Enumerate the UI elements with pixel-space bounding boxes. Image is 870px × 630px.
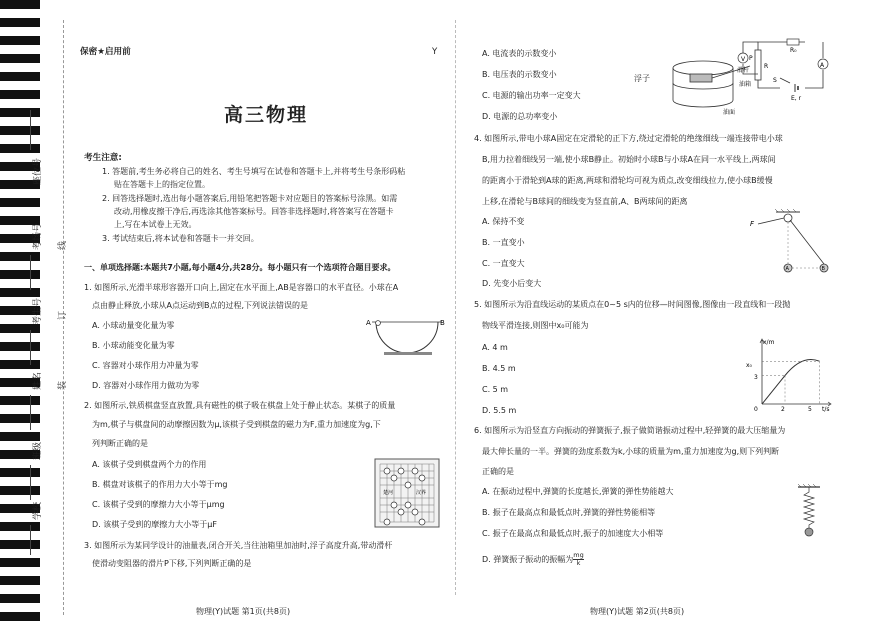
force-label: F bbox=[750, 220, 755, 228]
notice-line: 2. 回答选择题时,选出每小题答案后,用铅笔把答题卡对应题目的答案标号涂黑。如需 bbox=[102, 194, 398, 203]
pulley-figure bbox=[748, 208, 836, 274]
q3-option-c[interactable]: C. 电源的输出功率一定变大 bbox=[482, 91, 581, 100]
y-axis-label: x/m bbox=[763, 339, 775, 346]
ball-b-label: B bbox=[821, 266, 825, 272]
r0-label: R₀ bbox=[790, 47, 797, 54]
binding-field-seat: 座位号 bbox=[33, 157, 43, 185]
q5-option-c[interactable]: C. 5 m bbox=[482, 385, 509, 394]
page-divider bbox=[455, 20, 456, 595]
q2-option-d[interactable]: D. 该棋子受到的摩擦力大小等于μF bbox=[92, 520, 217, 529]
binding-field-class: 班级 bbox=[33, 441, 43, 460]
q4-option-c[interactable]: C. 一直变大 bbox=[482, 259, 525, 268]
q2-stem: 列判断正确的是 bbox=[92, 439, 148, 448]
notice-line: 上,写在本试卷上无效。 bbox=[114, 220, 197, 229]
seal-word: 装 bbox=[58, 380, 68, 390]
q5-option-d[interactable]: D. 5.5 m bbox=[482, 406, 517, 415]
q4-stem: 的距离小于滑轮到A球的距离,两球和滑轮均可视为质点,改变细线拉力,使小球B缓慢 bbox=[482, 176, 773, 185]
notice-line: 3. 考试结束后,将本试卷和答题卡一并交回。 bbox=[102, 234, 259, 243]
q2-stem: 2. 如图所示,铁质棋盘竖直放置,具有磁性的棋子吸在棋盘上处于静止状态。某棋子的质量 bbox=[84, 401, 396, 410]
line-segment bbox=[762, 376, 785, 405]
voltmeter-label: V bbox=[741, 56, 746, 63]
q3-option-a[interactable]: A. 电流表的示数变小 bbox=[482, 49, 557, 58]
q6-option-c[interactable]: C. 振子在最高点和最低点时,振子的加速度大小相等 bbox=[482, 529, 664, 538]
binding-blank bbox=[30, 330, 31, 365]
xt-graph bbox=[742, 336, 834, 418]
binding-blank bbox=[30, 395, 31, 430]
board-label: 楚河 bbox=[383, 490, 394, 496]
q2-stem: 为m,棋子与棋盘间的动摩擦因数为μ,该棋子受到棋盘的磁力为F,重力加速度为g,下 bbox=[92, 420, 381, 429]
notice-line: 贴在答题卡上的指定位置。 bbox=[114, 180, 210, 189]
board-label: 汉界 bbox=[416, 490, 427, 496]
q4-stem: B,用力拉着细线另一端,使小球B静止。初始时小球B与小球A在同一水平线上,两球间 bbox=[482, 155, 776, 164]
parabola-segment bbox=[785, 359, 820, 375]
q6-stem: 6. 如图所示为沿竖直方向振动的弹簧振子,振子做简谐振动过程中,轻弹簧的最大压缩量为 bbox=[474, 426, 786, 435]
q6-option-d-text: D. 弹簧振子振动的振幅为 bbox=[482, 555, 574, 564]
point-b-label: B bbox=[440, 319, 445, 327]
q4-stem: 4. 如图所示,带电小球A固定在定滑轮的正下方,绕过定滑轮的绝缘细线一端连接带电小球 bbox=[474, 134, 783, 143]
hemisphere-figure bbox=[364, 314, 446, 360]
q3-option-b[interactable]: B. 电压表的示数变小 bbox=[482, 70, 557, 79]
binding-blank bbox=[30, 255, 31, 290]
float-label: 浮子 bbox=[634, 74, 650, 83]
binding-field-id: 考生号 bbox=[33, 297, 43, 325]
notice-heading: 考生注意: bbox=[84, 153, 122, 163]
q6-stem: 最大伸长量的一半。弹簧的劲度系数为k,小球的质量为m,重力加速度为g,则下列判断 bbox=[482, 447, 780, 456]
q1-option-d[interactable]: D. 容器对小球作用力做功为零 bbox=[92, 381, 200, 390]
binding-blank bbox=[30, 465, 31, 500]
binding-field-room: 考场号 bbox=[33, 222, 43, 250]
y-tick-label: 3 bbox=[754, 374, 758, 381]
q5-stem: 物线平滑连接,则图中x₀可能为 bbox=[482, 321, 589, 330]
q6-option-b[interactable]: B. 振子在最高点和最低点时,弹簧的弹性势能相等 bbox=[482, 508, 656, 517]
binding-field-name: 姓名 bbox=[33, 371, 43, 390]
binding-field-school: 学校 bbox=[33, 501, 43, 520]
q4-option-b[interactable]: B. 一直变小 bbox=[482, 238, 525, 247]
exam-title: 高三物理 bbox=[224, 104, 309, 126]
origin-label: 0 bbox=[754, 406, 758, 413]
q1-option-b[interactable]: B. 小球动能变化量为零 bbox=[92, 341, 175, 350]
switch-label: S bbox=[773, 77, 777, 84]
q6-option-d[interactable] bbox=[482, 552, 584, 567]
x-tick-label: 5 bbox=[808, 406, 812, 413]
rod-label: 滑杆 bbox=[737, 67, 750, 74]
ball-a-label: A bbox=[785, 266, 789, 272]
rheostat-label: R bbox=[764, 63, 769, 70]
q4-option-d[interactable]: D. 先变小后变大 bbox=[482, 279, 542, 288]
point-a-label: A bbox=[366, 319, 371, 327]
q1-option-c[interactable]: C. 容器对小球作用力冲量为零 bbox=[92, 361, 199, 370]
notice-line: 1. 答题前,考生务必将自己的姓名、考生号填写在试卷和答题卡上,并将考生号条形码粘 bbox=[102, 167, 406, 176]
q3-stem: 使滑动变阻器的滑片P下移,下列判断正确的是 bbox=[92, 559, 252, 568]
binding-blank bbox=[30, 110, 31, 150]
q2-option-c[interactable]: C. 该棋子受到的摩擦力大小等于μmg bbox=[92, 500, 225, 509]
section-heading: 一、单项选择题:本题共7小题,每小题4分,共28分。每小题只有一个选项符合题目要求。 bbox=[84, 263, 396, 272]
secret-label: 保密★启用前 bbox=[80, 47, 131, 57]
q5-option-a[interactable]: A. 4 m bbox=[482, 343, 508, 352]
binding-blank bbox=[30, 525, 31, 555]
seal-word: 线 bbox=[58, 240, 68, 250]
spring-figure bbox=[796, 484, 822, 542]
q3-option-d[interactable]: D. 电源的总功率变小 bbox=[482, 112, 558, 121]
ammeter-label: A bbox=[820, 62, 825, 69]
footer-right: 物理(Y)试题 第2页(共8页) bbox=[590, 607, 685, 616]
q4-stem: 上移,在滑轮与B球间的细线变为竖直前,A、B两球间的距离 bbox=[482, 197, 688, 206]
slider-label: P bbox=[749, 55, 753, 62]
x-axis-label: t/s bbox=[822, 406, 830, 413]
q1-stem: 点由静止释放,小球从A点运动到B点的过程,下列说法错误的是 bbox=[92, 301, 309, 310]
paper-code: Y bbox=[432, 47, 438, 57]
tank-label: 油箱 bbox=[739, 81, 752, 88]
q2-option-b[interactable]: B. 棋盘对该棋子的作用力大小等于mg bbox=[92, 480, 228, 489]
x-tick-label: 2 bbox=[781, 406, 785, 413]
seal-word: 订 bbox=[58, 310, 68, 320]
q4-option-a[interactable]: A. 保持不变 bbox=[482, 217, 525, 226]
chessboard-figure bbox=[374, 458, 440, 528]
oil-label: 油面 bbox=[723, 109, 736, 116]
fraction-numerator: mg bbox=[573, 551, 584, 559]
q5-stem: 5. 如图所示为沿直线运动的某质点在0~5 s内的位移—时间图像,图像由一段直线和一段抛 bbox=[474, 300, 791, 309]
q3-stem: 3. 如图所示为某同学设计的油量表,闭合开关,当往油箱里加油时,浮子高度升高,带动滑杆 bbox=[84, 541, 393, 550]
fraction bbox=[573, 552, 583, 567]
q1-stem: 1. 如图所示,光滑半球形容器开口向上,固定在水平面上,AB是容器口的水平直径。小球在A bbox=[84, 283, 399, 292]
source-label: E, r bbox=[791, 95, 802, 102]
y-tick-label: x₀ bbox=[746, 362, 752, 369]
q5-option-b[interactable]: B. 4.5 m bbox=[482, 364, 516, 373]
q6-option-a[interactable]: A. 在振动过程中,弹簧的长度越长,弹簧的弹性势能越大 bbox=[482, 487, 674, 496]
q2-option-a[interactable]: A. 该棋子受到棋盘两个力的作用 bbox=[92, 460, 207, 469]
q6-stem: 正确的是 bbox=[482, 467, 514, 476]
footer-left: 物理(Y)试题 第1页(共8页) bbox=[196, 607, 291, 616]
q1-option-a[interactable]: A. 小球动量变化量为零 bbox=[92, 321, 175, 330]
fraction-denominator: k bbox=[576, 559, 581, 567]
oil-gauge-circuit-figure bbox=[645, 38, 835, 128]
notice-line: 改动,用橡皮擦干净后,再选涂其他答案标号。回答非选择题时,将答案写在答题卡 bbox=[114, 207, 394, 216]
